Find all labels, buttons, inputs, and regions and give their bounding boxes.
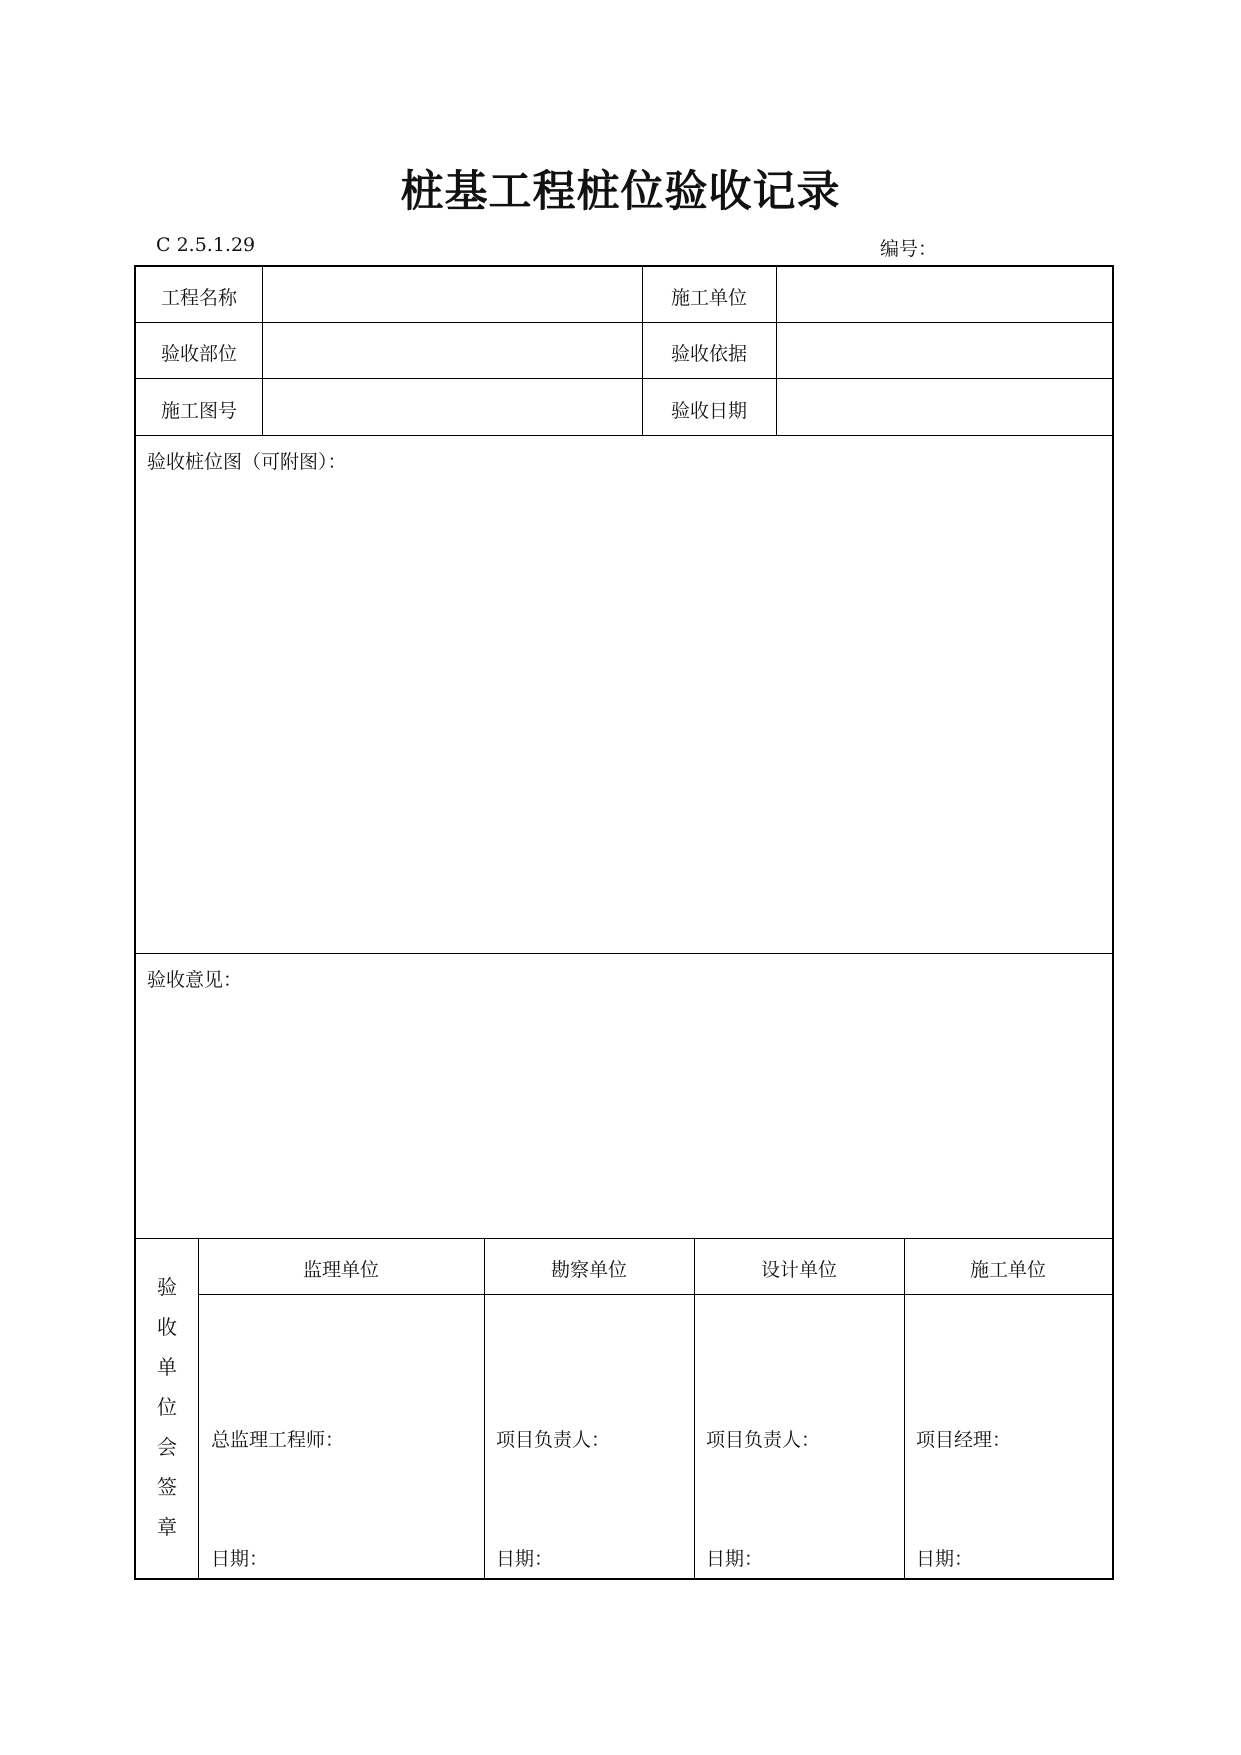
side-char: 签 [157,1475,177,1499]
project-name-label: 工程名称 [160,287,237,309]
column-divider [694,1238,695,1578]
side-char: 位 [157,1395,177,1419]
row-divider [136,322,1112,323]
survey-unit-header: 勘察单位 [550,1259,627,1281]
row-divider [136,1238,1112,1239]
page-title: 桩基工程桩位验收记录 [400,167,841,217]
number-label: 编号： [880,238,938,260]
survey-date-label: 日期： [496,1548,554,1570]
acceptance-basis-label: 验收依据 [670,343,747,365]
column-divider [904,1238,905,1578]
design-date-label: 日期： [706,1548,764,1570]
design-responsible-label: 项目负责人： [706,1429,821,1451]
column-divider [776,267,777,435]
side-char: 验 [157,1275,177,1299]
acceptance-date-label: 验收日期 [670,400,747,422]
side-char: 会 [157,1435,177,1459]
form-code: C 2.5.1.29 [156,234,256,256]
column-divider [262,267,263,435]
construction-date-label: 日期： [916,1548,974,1570]
supervision-date-label: 日期： [211,1548,269,1570]
side-char: 章 [157,1515,177,1539]
row-divider [136,953,1112,954]
project-manager-label: 项目经理： [916,1429,1012,1451]
record-table [134,265,1114,1580]
side-char: 单 [157,1355,177,1379]
side-char: 收 [157,1315,177,1339]
drawing-number-label: 施工图号 [160,400,237,422]
survey-responsible-label: 项目负责人： [496,1429,611,1451]
supervision-unit-header: 监理单位 [302,1259,379,1281]
construction-unit-header: 施工单位 [969,1259,1046,1281]
construction-unit-label: 施工单位 [670,287,747,309]
design-unit-header: 设计单位 [760,1259,837,1281]
acceptance-part-label: 验收部位 [160,343,237,365]
signoff-header-divider [198,1294,1112,1295]
column-divider [198,1238,199,1578]
chief-supervisor-label: 总监理工程师： [211,1429,345,1451]
column-divider [484,1238,485,1578]
row-divider [136,378,1112,379]
pile-map-label: 验收桩位图（可附图）： [147,451,347,473]
row-divider [136,435,1112,436]
signoff-side-label [136,1267,198,1547]
opinion-label: 验收意见： [147,969,243,991]
